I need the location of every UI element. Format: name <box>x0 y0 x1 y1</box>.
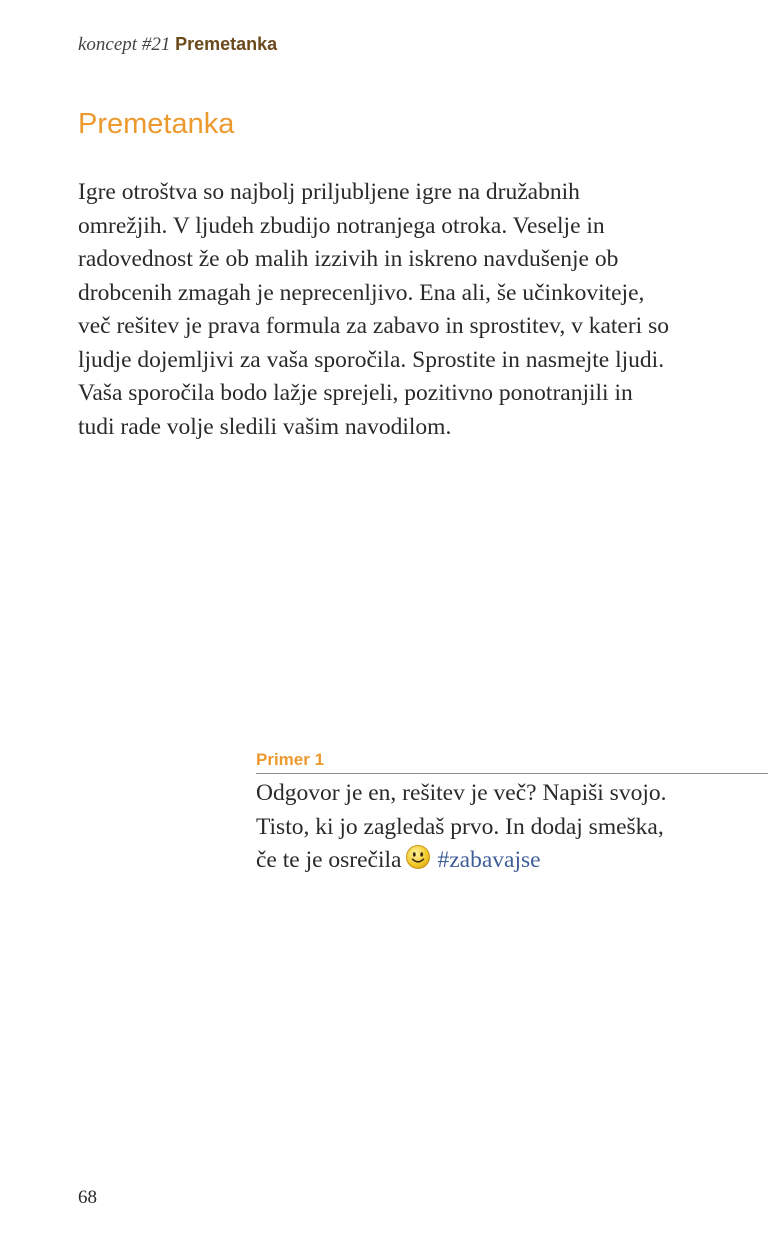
body-line: Igre otroštva so najbolj priljubljene igre na družabnih <box>78 179 580 205</box>
concept-number: koncept #21 <box>78 34 171 55</box>
body-line: tudi rade volje sledili vašim navodilom. <box>78 413 452 440</box>
example-text <box>256 777 768 878</box>
example-line-text: če te je osrečila <box>256 847 402 873</box>
running-head <box>78 32 277 57</box>
body-line: več rešitev je prava formula za zabavo in sprostitev, v kateri so <box>78 313 669 339</box>
page-number: 68 <box>78 1187 97 1208</box>
example-last-line <box>256 844 768 878</box>
body-line: ljudje dojemljivi za vaša sporočila. Sprostite in nasmejte ljudi. <box>78 346 665 373</box>
body-line: drobcenih zmagah je neprecenljivo. Ena ali, še učinkoviteje, <box>78 279 645 306</box>
body-paragraph <box>78 176 718 444</box>
example-line: Tisto, ki jo zagledaš prvo. In dodaj smeška, <box>256 813 664 840</box>
example-box <box>256 748 768 878</box>
body-line: Vaša sporočila bodo lažje sprejeli, pozitivno ponotranjili in <box>78 380 633 406</box>
hashtag-link[interactable]: #zabavajse <box>437 847 541 873</box>
example-label: Primer 1 <box>256 750 325 769</box>
body-line: radovednost že ob malih izzivih in iskreno navdušenje ob <box>78 246 619 272</box>
page-title: Premetanka <box>78 108 235 140</box>
smiley-face-icon <box>405 844 431 870</box>
running-head-chapter: Premetanka <box>175 34 278 54</box>
body-line: omrežjih. V ljudeh zbudijo notranjega otroka. Veselje in <box>78 212 605 239</box>
example-line: Odgovor je en, rešitev je več? Napiši svojo. <box>256 780 667 806</box>
example-divider <box>256 773 768 774</box>
